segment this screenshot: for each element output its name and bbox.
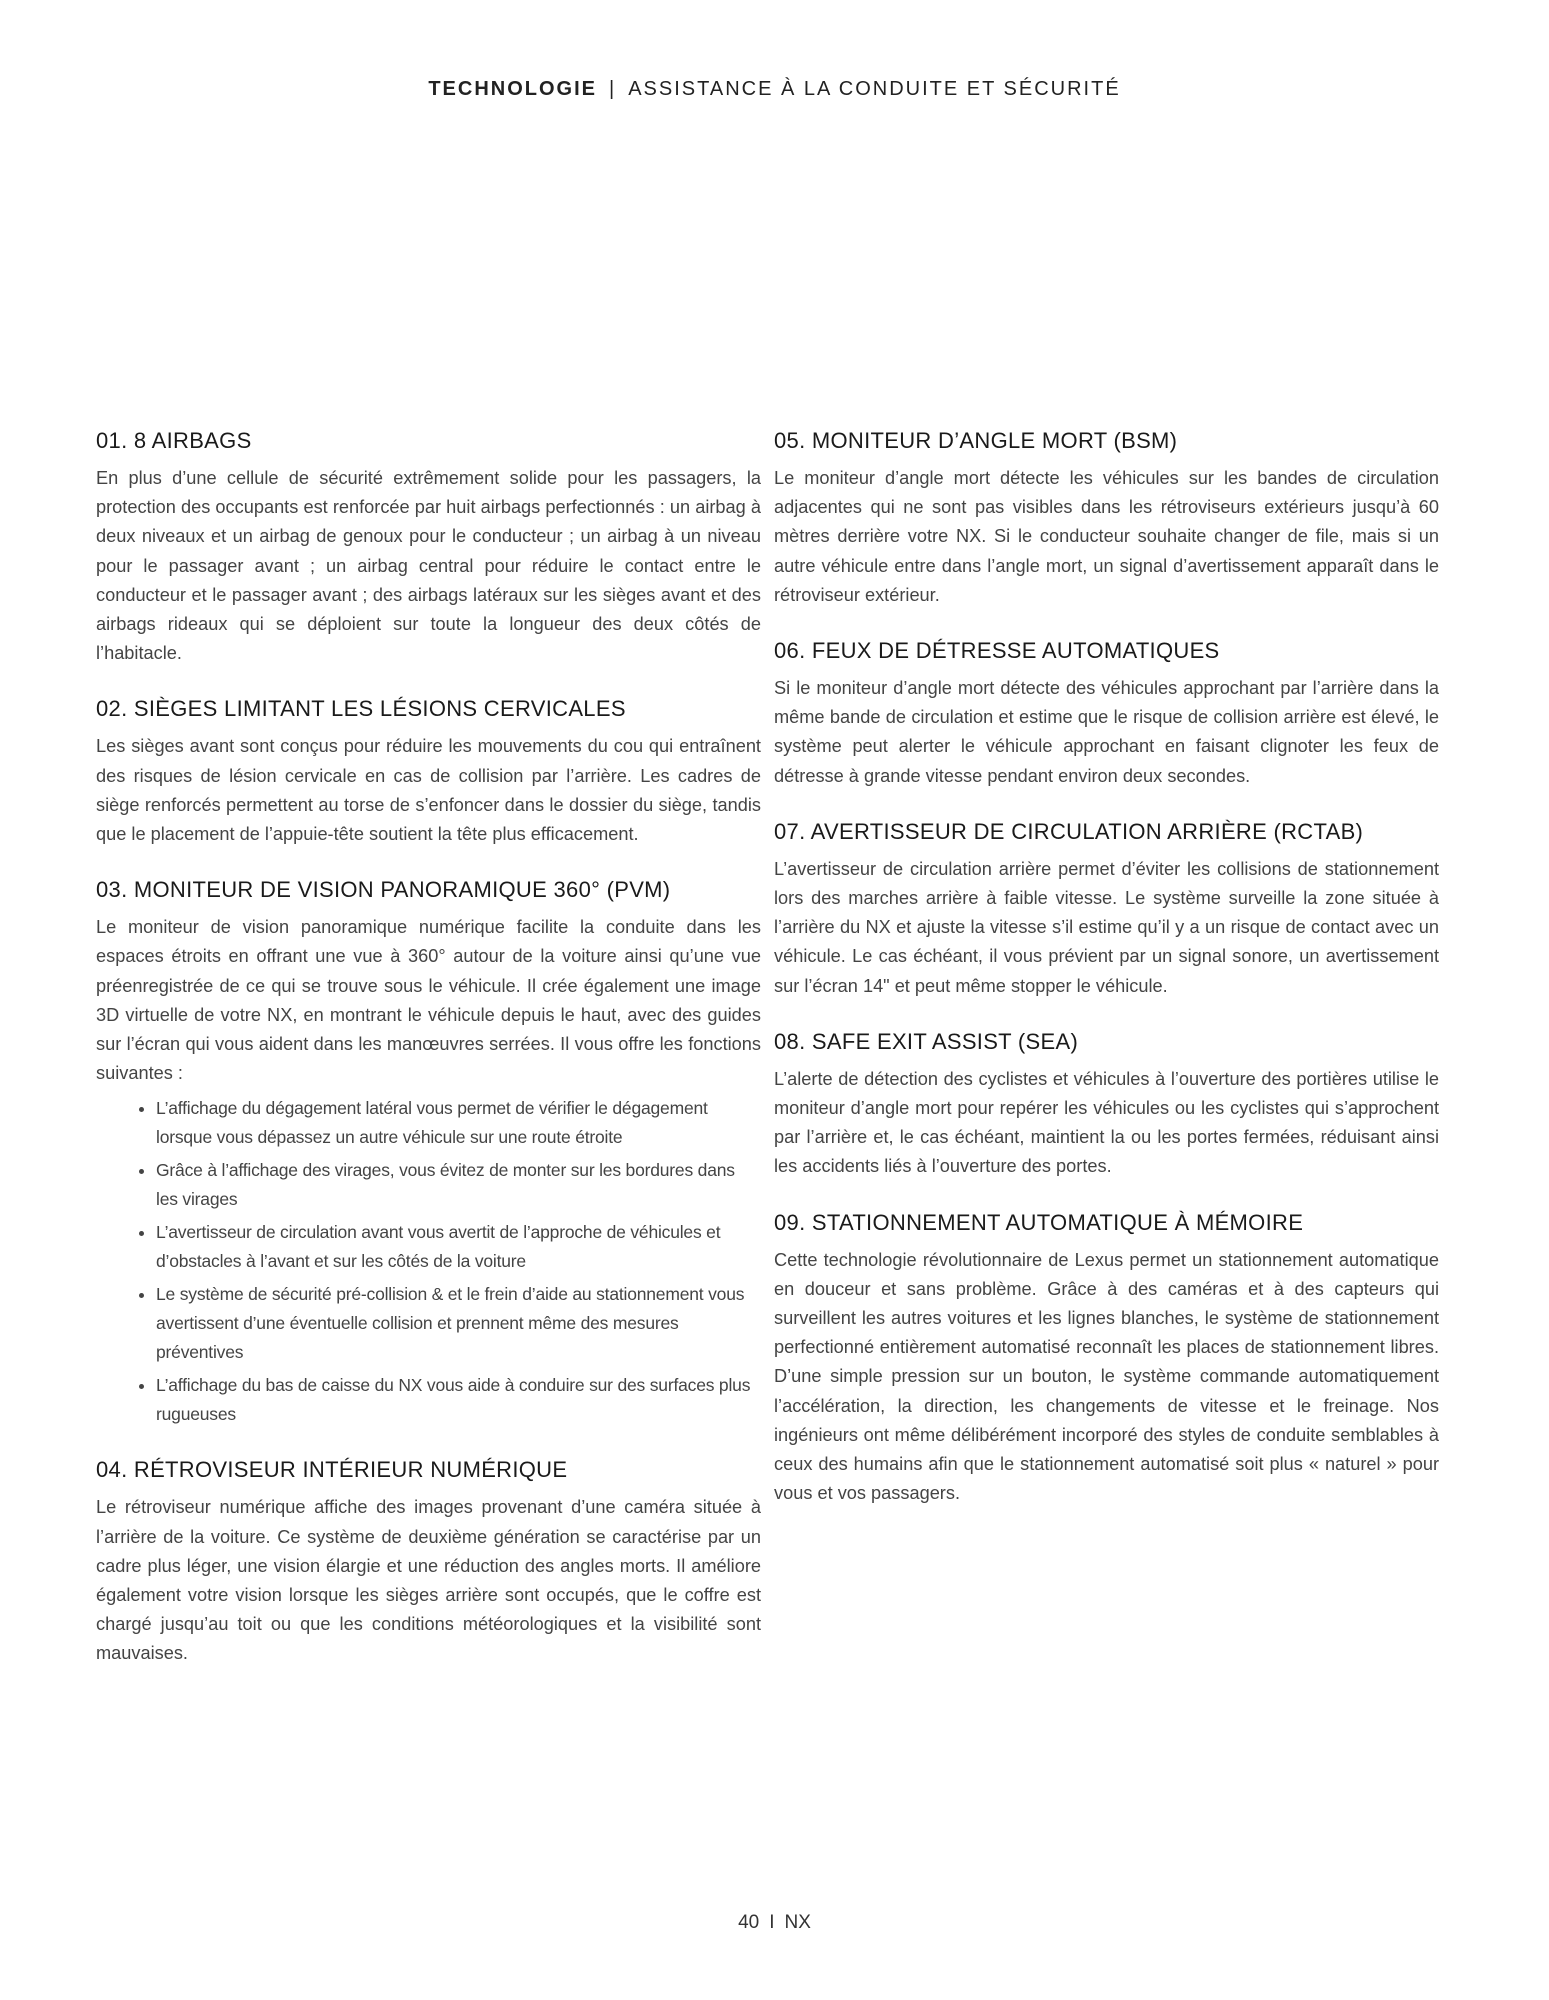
section-digital-mirror [96,1457,761,1668]
section-body: Le moniteur d’angle mort détecte les véhicules sur les bandes de circulation adjacentes qui ne sont pas visibles dans les rétroviseurs extérieurs jusqu’à 60 mètres derrière votre NX. Si le conducteur souhaite changer de file, mais si un autre véhicule entre dans l’angle mort, un signal d’avertissement apparaît dans le rétroviseur extérieur. [774,468,1439,605]
section-title: 02. SIÈGES LIMITANT LES LÉSIONS CERVICALES [96,696,626,722]
section-rear-cross-traffic [774,819,1439,1001]
section-title: 01. 8 AIRBAGS [96,428,252,453]
section-cervical-seats [96,696,761,849]
list-item: • L’affichage du bas de caisse du NX vous aide à conduire sur des surfaces plus rugueuses [156,1371,761,1429]
header-section-title: TECHNOLOGIE [428,78,597,100]
section-body: Cette technologie révolutionnaire de Lexus permet un stationnement automatique en douceur et sans problème. Grâce à des caméras et à des capteurs qui surveillent les autres voitures et les lignes blanches, le système de stationnement perfectionné entièrement automatisé reconnaît les places de stationnement libres. D’une simple pression sur un bouton, le système commande automatiquement l’accélération, la direction, les changements de vitesse et le freinage. Nos ingénieurs ont même délibérément incorporé des styles de conduite semblables à ceux des humains afin que le stationnement automatisé soit plus « naturel » pour vous et vos passagers. [774,1249,1439,1504]
right-column [774,428,1439,1536]
section-automatic-parking [774,1210,1439,1509]
section-body: L’avertisseur de circulation arrière permet d’éviter les collisions de stationnement lors des marches arrière à faible vitesse. Le système surveille la zone située à l’arrière du NX et ajuste la vitesse s’il estime qu’il y a un risque de contact avec un véhicule. Le cas échéant, il vous prévient par un signal sonore, un avertissement sur l’écran 14" et peut même stopper le véhicule. [774,858,1439,996]
section-body: En plus d’une cellule de sécurité extrêmement solide pour les passagers, la protection des occupants est renforcée par huit airbags perfectionnés : un airbag à deux niveaux et un airbag de genoux pour le conducteur ; un airbag à un niveau pour le passager avant ; un airbag central pour réduire le contact entre le conducteur et le passager avant ; des airbags latéraux sur les sièges avant et des airbags rideaux qui se déploient sur toute la longueur des deux côtés de l’habitacle. [96,468,761,664]
footer-separator: I [769,1912,775,1933]
header-subtitle: ASSISTANCE À LA CONDUITE ET SÉCURITÉ [628,78,1121,100]
list-item: • Le système de sécurité pré-collision & et le frein d’aide au stationnement vous avertissent d’une éventuelle collision et prennent même des mesures préventives [156,1280,761,1367]
list-item: • L’affichage du dégagement latéral vous permet de vérifier le dégagement lorsque vous dépassez un autre véhicule sur une route étroite [156,1094,761,1152]
section-airbags [96,428,761,668]
section-title: 04. RÉTROVISEUR INTÉRIEUR NUMÉRIQUE [96,1457,568,1483]
section-body: L’alerte de détection des cyclistes et véhicules à l’ouverture des portières utilise le moniteur d’angle mort pour repérer les véhicules ou les cyclistes qui s’approchent par l’arrière et, le cas échéant, maintient la ou les portes fermées, réduisant ainsi les accidents liés à l’ouverture des portes. [774,1068,1439,1177]
page-number: 40 [738,1912,760,1933]
list-item: • L’avertisseur de circulation avant vous avertit de l’approche de véhicules et d’obstacles à l’avant et sur les côtés de la voiture [156,1218,761,1276]
section-title: 07. AVERTISSEUR DE CIRCULATION ARRIÈRE (RCTAB) [774,818,1364,844]
section-panoramic-monitor [96,877,761,1429]
list-item: • Grâce à l’affichage des virages, vous évitez de monter sur les bordures dans les virages [156,1156,761,1214]
section-body: Le moniteur de vision panoramique numérique facilite la conduite dans les espaces étroits en offrant une vue à 360° autour de la voiture ainsi qu’une vue préenregistrée de ce qui se trouve sous le véhicule. Il crée également une image 3D virtuelle de votre NX, en montrant le véhicule depuis le haut, avec des guides sur l’écran qui vous aident dans les manœuvres serrées. Il vous offre les fonctions suivantes : [96,917,761,1084]
section-body: Les sièges avant sont conçus pour réduire les mouvements du cou qui entraînent des risques de lésion cervicale en cas de collision par l’arrière. Les cadres de siège renforcés permettent au torse de s’enfoncer dans le dossier du siège, tandis que le placement de l’appuie-tête soutient la tête plus efficacement. [96,736,761,845]
header-separator: | [609,78,617,100]
feature-list [96,1094,761,1429]
section-title: 03. MONITEUR DE VISION PANORAMIQUE 360° (PVM) [96,877,671,903]
left-column [96,428,761,1697]
section-title: 06. FEUX DE DÉTRESSE AUTOMATIQUES [774,638,1220,664]
section-blind-spot-monitor [774,428,1439,610]
section-safe-exit-assist [774,1029,1439,1182]
section-hazard-lights [774,638,1439,791]
section-title: 09. STATIONNEMENT AUTOMATIQUE À MÉMOIRE [774,1209,1304,1235]
footer-model-name: NX [784,1912,811,1933]
section-title: 08. SAFE EXIT ASSIST (SEA) [774,1028,1079,1054]
page-footer [0,1912,1549,1934]
section-body: Le rétroviseur numérique affiche des images provenant d’une caméra située à l’arrière de la voiture. Ce système de deuxième génération se caractérise par un cadre plus léger, une vision élargie et une réduction des angles morts. Il améliore également votre vision lorsque les sièges arrière sont occupés, que le coffre est chargé jusqu’au toit ou que les conditions météorologiques et la visibilité sont mauvaises. [96,1497,761,1664]
section-title: 05. MONITEUR D’ANGLE MORT (BSM) [774,428,1178,453]
page-header [0,78,1549,101]
section-body: Si le moniteur d’angle mort détecte des véhicules approchant par l’arrière dans la même bande de circulation et estime que le risque de collision arrière est élevé, le système peut alerter le véhicule approchant en faisant clignoter les feux de détresse à grande vitesse pendant environ deux secondes. [774,678,1439,786]
